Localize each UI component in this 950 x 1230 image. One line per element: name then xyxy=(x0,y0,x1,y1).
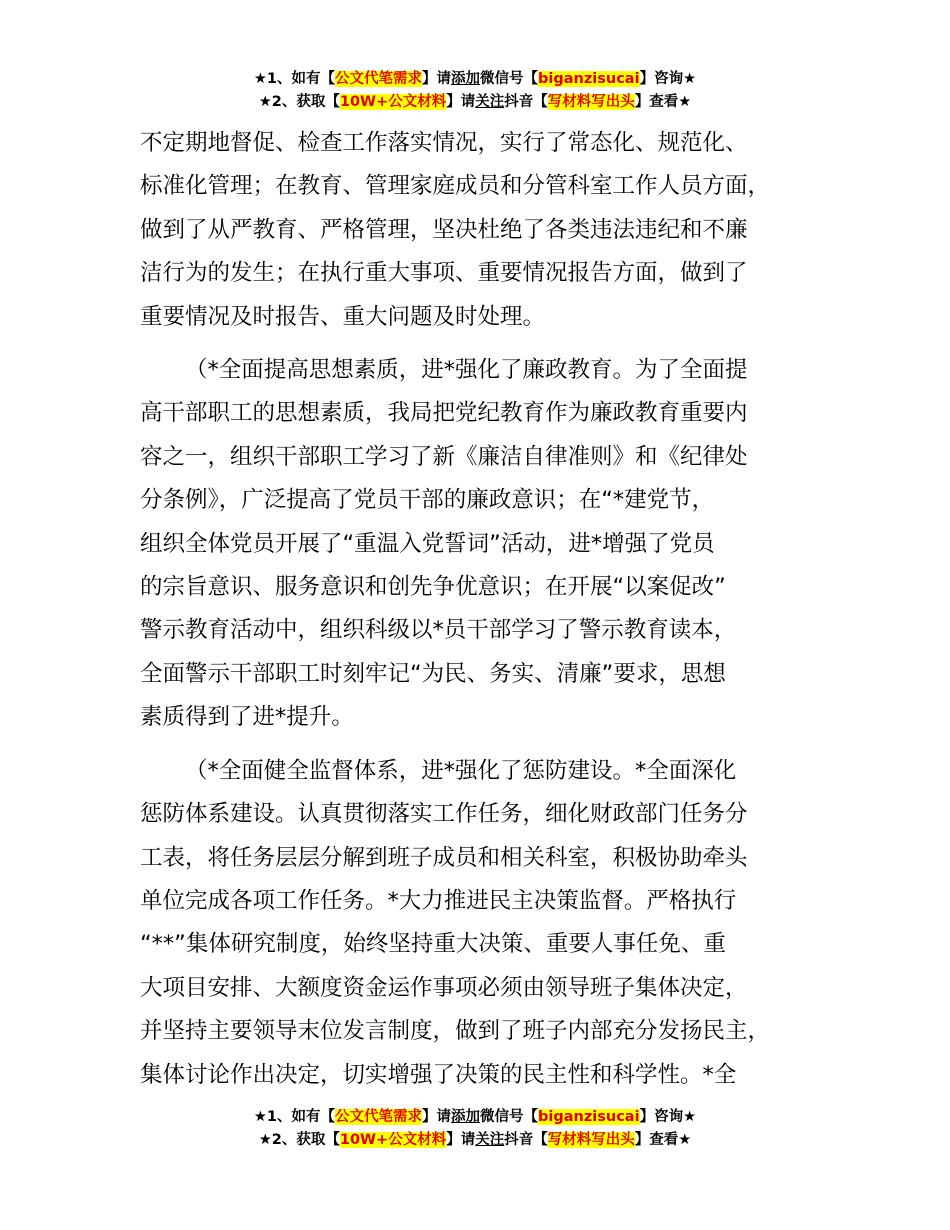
header-banner xyxy=(0,68,950,114)
text-line: 单位完成各项工作任务。*大力推进民主决策监督。严格执行 xyxy=(140,887,737,914)
text-line: 容之一，组织干部职工学习了新《廉洁自律准则》和《纪律处 xyxy=(140,443,748,470)
highlight-wechat-id: biganzisucai xyxy=(538,1109,640,1125)
text-line: “**”集体研究制度，始终坚持重大决策、重要人事任免、重 xyxy=(140,931,726,958)
paragraph-3 xyxy=(140,750,830,1097)
text-line: 全面警示干部职工时刻牢记“为民、务实、清廉”要求，思想 xyxy=(140,660,726,687)
header-banner-line-2: ★2、获取【10W+公文材料】请关注抖音【写材料写出头】查看★ xyxy=(258,94,692,110)
text-line: （*全面健全监督体系，进*强化了惩防建设。*全面深化 xyxy=(185,757,737,784)
text-line: 大项目安排、大额度资金运作事项必须由领导班子集体决定， xyxy=(140,974,748,1001)
footer-banner xyxy=(0,1106,950,1152)
highlight-materials: 10W+公文材料 xyxy=(339,1132,447,1148)
text-line: 洁行为的发生；在执行重大事项、重要情况报告方面，做到了 xyxy=(140,260,748,287)
paragraph-1 xyxy=(140,122,830,339)
text-line: 素质得到了进*提升。 xyxy=(140,704,354,731)
header-banner-line-1: ★1、如有【公文代笔需求】请添加微信号【biganzisucai】咨询★ xyxy=(253,71,697,87)
text-line: （*全面提高思想素质，进*强化了廉政教育。为了全面提 xyxy=(185,357,748,384)
footer-banner-line-1: ★1、如有【公文代笔需求】请添加微信号【biganzisucai】咨询★ xyxy=(253,1109,697,1125)
footer-banner-line-2: ★2、获取【10W+公文材料】请关注抖音【写材料写出头】查看★ xyxy=(258,1132,692,1148)
text-line: 警示教育活动中，组织科级以*员干部学习了警示教育读本， xyxy=(140,617,737,644)
document-body xyxy=(140,122,830,1097)
text-line: 重要情况及时报告、重大问题及时处理。 xyxy=(140,303,546,330)
text-line: 标准化管理；在教育、管理家庭成员和分管科室工作人员方面， xyxy=(140,173,771,200)
text-line: 的宗旨意识、服务意识和创先争优意识；在开展“以案促改” xyxy=(140,574,726,601)
highlight-service: 公文代笔需求 xyxy=(335,71,423,87)
text-line: 组织全体党员开展了“重温入党誓词”活动，进*增强了党员 xyxy=(140,530,715,557)
highlight-materials: 10W+公文材料 xyxy=(339,94,447,110)
paragraph-2 xyxy=(140,349,830,740)
text-line: 并坚持主要领导末位发言制度，做到了班子内部充分发扬民主， xyxy=(140,1018,771,1045)
text-line: 不定期地督促、检查工作落实情况，实行了常态化、规范化、 xyxy=(140,130,748,156)
highlight-wechat-id: biganzisucai xyxy=(538,71,640,87)
highlight-service: 公文代笔需求 xyxy=(335,1109,423,1125)
text-line: 分条例》，广泛提高了党员干部的廉政意识；在“*建党节， xyxy=(140,487,715,514)
text-line: 高干部职工的思想素质，我局把党纪教育作为廉政教育重要内 xyxy=(140,400,748,427)
text-line: 工表，将任务层层分解到班子成员和相关科室，积极协助牵头 xyxy=(140,844,748,871)
text-line: 集体讨论作出决定，切实增强了决策的民主性和科学性。*全 xyxy=(140,1061,737,1088)
highlight-douyin-account: 写材料写出头 xyxy=(547,94,635,110)
text-line: 惩防体系建设。认真贯彻落实工作任务，细化财政部门任务分 xyxy=(140,801,748,828)
text-line: 做到了从严教育、严格管理，坚决杜绝了各类违法违纪和不廉 xyxy=(140,216,748,243)
highlight-douyin-account: 写材料写出头 xyxy=(547,1132,635,1148)
